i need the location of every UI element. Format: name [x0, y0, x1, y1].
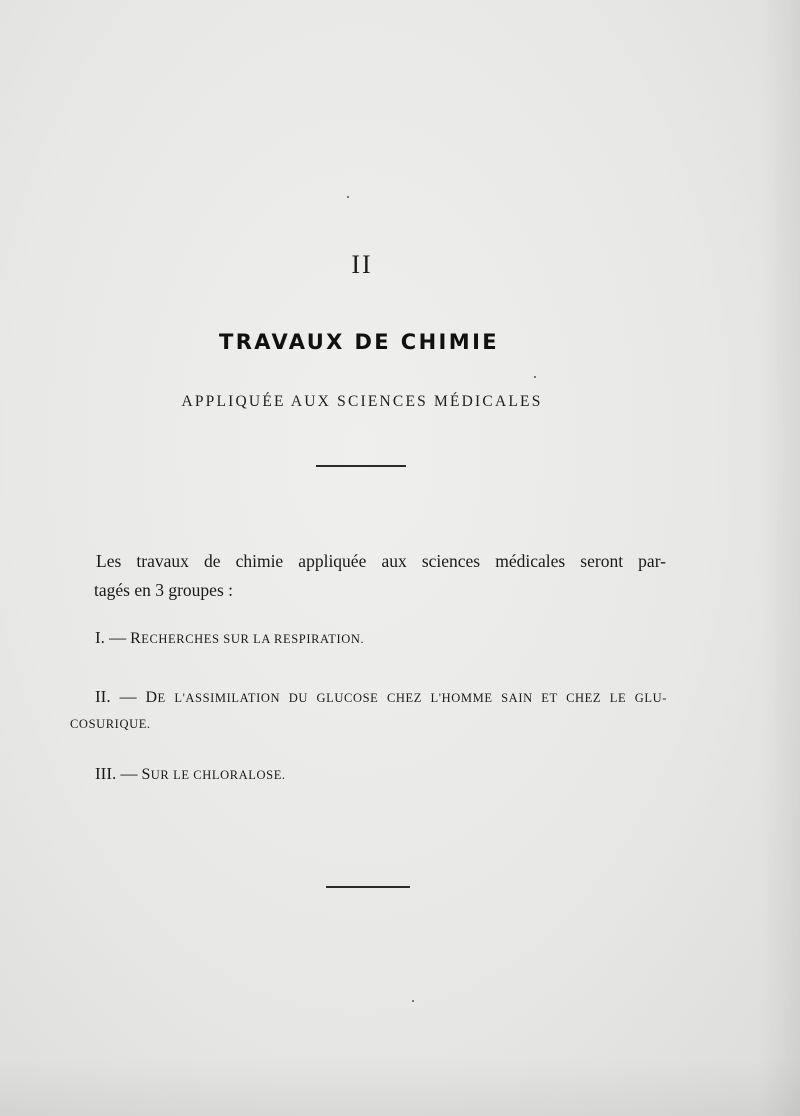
- intro-line-2: tagés en 3 groupes :: [94, 580, 233, 600]
- group-initial: R: [130, 630, 142, 647]
- page-title: TRAVAUX DE CHIMIE: [218, 330, 500, 354]
- group-item-2: [70, 684, 668, 737]
- group-numeral: III. —: [95, 764, 138, 783]
- group-title: ECHERCHES SUR LA RESPIRATION.: [141, 632, 365, 646]
- paper-speck: [412, 1000, 414, 1002]
- group-title: UR LE CHLORALOSE.: [150, 768, 286, 782]
- page-bottom-shadow: [0, 1056, 800, 1116]
- group-item-3: [95, 764, 286, 784]
- group-title-line-2: COSURIQUE.: [70, 717, 151, 731]
- group-numeral: I. —: [95, 628, 127, 647]
- intro-line-1: Les travaux de chimie appliquée aux sciences médicales seront par-: [96, 551, 666, 571]
- intro-paragraph: [96, 547, 666, 605]
- paper-speck: [534, 376, 536, 378]
- paper-speck: [347, 196, 349, 198]
- group-numeral: II. —: [95, 687, 137, 706]
- section-divider-top: [316, 465, 406, 467]
- group-initial: D: [145, 689, 158, 706]
- group-title: E L'ASSIMILATION DU GLUCOSE CHEZ L'HOMME SAIN ET CHEZ LE GLU-: [157, 691, 668, 705]
- section-divider-bottom: [326, 886, 410, 888]
- page-edge-shadow: [760, 0, 800, 1116]
- group-initial: S: [141, 766, 151, 783]
- page-subtitle: APPLIQUÉE AUX SCIENCES MÉDICALES: [181, 393, 543, 410]
- group-item-1: [95, 628, 364, 648]
- chapter-number: II: [351, 250, 373, 279]
- group-title-line-1: [95, 684, 667, 711]
